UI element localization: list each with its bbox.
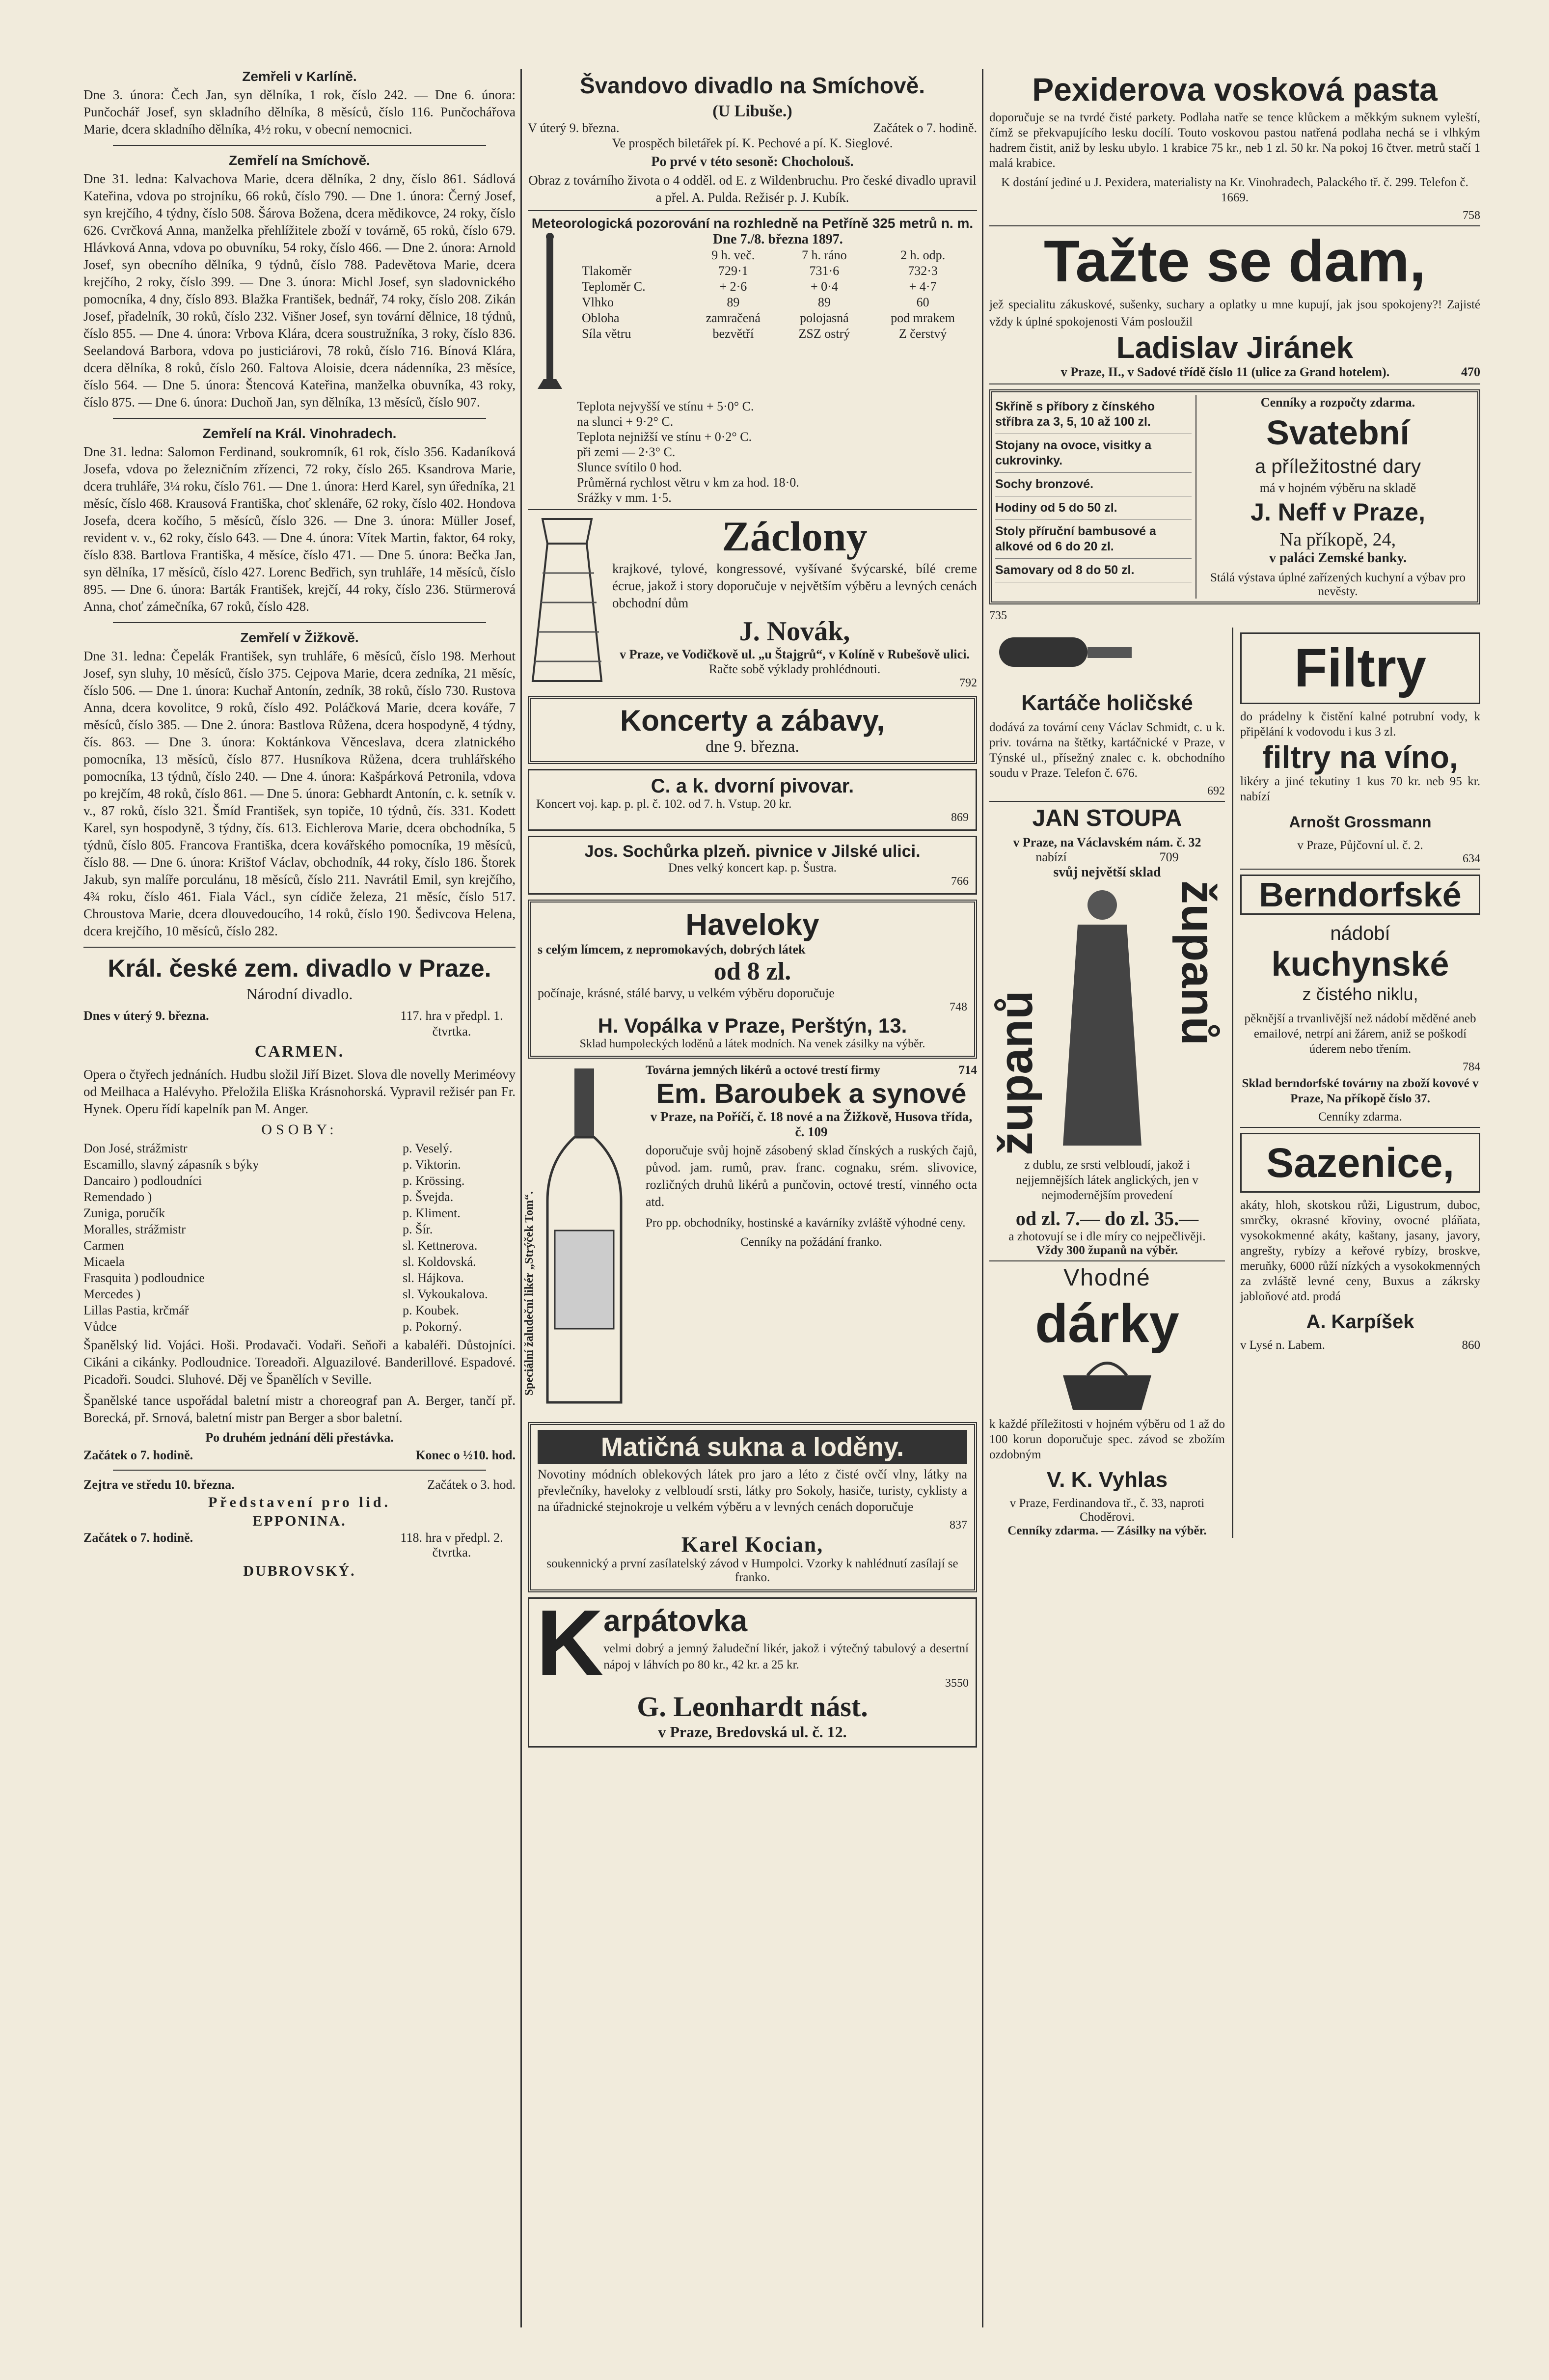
intermission-note: Po druhém jednání děli přestávka.	[205, 1430, 394, 1445]
epponina-title: EPPONINA.	[252, 1513, 347, 1529]
meteo-col-header: 7 h. ráno	[802, 248, 847, 262]
neff-item: Samovary od 8 do 50 zl.	[995, 559, 1192, 582]
divider	[989, 383, 1480, 384]
neff-address-2: v paláci Zemské banky.	[1269, 550, 1407, 566]
baroubek-text: doporučuje svůj hojně zásobený sklad čínských a ruských čajů, původ. jam. rumů, prav. franc. cognaku, srém. slivovice, rozličných druhů likérů a punčovin, octové trestí, vinného octa atd.	[646, 1143, 977, 1209]
meteo-col-header	[579, 247, 686, 263]
vyhlas-text: k každé příležitosti v hojném výběru od 1 až do 100 korun doporučuje spec. závod se zbožím ozdobným	[989, 1418, 1225, 1461]
cast-row	[83, 1237, 516, 1254]
sazenice-heading: Sazenice,	[1266, 1140, 1454, 1186]
cast-actor: sl. Kettnerova.	[403, 1238, 478, 1253]
vyhlas-price-list: Cenníky zdarma. — Zásilky na výběr.	[1007, 1524, 1207, 1537]
ad-number: 860	[1462, 1339, 1480, 1352]
divider	[113, 1470, 486, 1471]
tazte-text: jež specialitu zákuskové, sušenky, suchary a oplatky u mne kupují, jak jsou spokojeny?! Zajisté vždy k úplné spokojenosti Vám posloužil	[989, 298, 1480, 328]
jiranek-address-line	[989, 365, 1480, 380]
ad-number: 634	[1463, 852, 1480, 865]
obituary-text: Dne 31. ledna: Salomon Ferdinand, soukromník, 61 rok, číslo 356. Kadaníková Josefa, vdova po železničním zřízenci, 72 roky, číslo 265. Ksandrova Marie, dcera truhláře, 3¼ roku, číslo 761. — Dne 1. února: Herd Karel, syn úředníka, 21 měsíc, číslo 468. Krausová Františka, choť sklenáře, 62 roky, číslo 402. Hondova Josefa, dcera kočího, 5 měsíců, číslo 326. — Dne 3. února: Müller Josef, revident v. v., 62 roky, číslo 643. — Dne 4. února: Vítek Martin, faktor, 64 roky, číslo 838. Bartlova Františka, 4 měsíce, číslo 471. — Dne 5. února: Bečka Jan, syn dělníka, 17 měsíců, číslo 427. Lorenc Bedřich, syn truhláře, 14 měsíců, číslo 895. — Dne 6. února: Barták František, krejčí, 44 roky, číslo 236. Stürmerová Anna, choť zámečníka, 67 roků, číslo 428.	[83, 444, 516, 614]
kocian-text: soukennický a první zasílatelský závod v Humpolci. Vzorky k nahlédnutí zasílají se franko.	[546, 1557, 958, 1584]
zupan-vertical-2: županů	[1172, 880, 1224, 1045]
performance-number: 117. hra v předpl. 1. čtvrtka.	[400, 1009, 503, 1039]
meteo-col-header: 2 h. odp.	[900, 248, 946, 262]
dance-note: Španělské tance uspořádal baletní mistr a choreograf pan A. Berger, tančí př. Borecká, př. Srnová, baletní mistr pan Berger a sbor baletní.	[83, 1393, 516, 1425]
meteo-note: na slunci + 9·2° C.	[577, 414, 674, 429]
filtry-box	[1240, 632, 1480, 704]
neff-item: Stoly příruční bambusové a alkové od 6 do 20 zl.	[995, 520, 1192, 559]
filtry-text-2: likéry a jiné tekutiny 1 kus 70 kr. neb 95 kr. nabízí	[1240, 775, 1480, 803]
berndorf-kuchynske: kuchynské	[1271, 945, 1449, 983]
ad-number: 692	[1207, 785, 1225, 797]
meteo-cell: 60	[916, 295, 929, 309]
baroubek-note: Pro pp. obchodníky, hostinské a kavárníky zvláště výhodné ceny.	[646, 1216, 966, 1230]
cast-row	[83, 1221, 516, 1237]
haveloky-ad	[528, 900, 977, 1059]
cast-role: Micaela	[83, 1255, 125, 1269]
kartace-heading: Kartáče holičské	[1021, 691, 1193, 715]
cast-actor: sl. Vykoukalova.	[403, 1287, 488, 1301]
curtain-image	[528, 514, 606, 691]
neff-expo: Stálá výstava úplné zařízených kuchyní a výbav pro nevěsty.	[1210, 571, 1466, 598]
cast-role: Mercedes )	[83, 1287, 141, 1301]
meteo-notes	[528, 399, 977, 505]
cast-list	[83, 1140, 516, 1335]
cast-row	[83, 1189, 516, 1205]
maticna-ad	[528, 1422, 977, 1592]
novak-note: Račte sobě výklady prohlédnouti.	[708, 662, 881, 676]
svandovo-benefit: Ve prospěch biletářek pí. K. Pechové a pí. K. Sieglové.	[612, 136, 893, 150]
meteo-cell: 729·1	[718, 264, 748, 278]
stoupa-note: Vždy 300 županů na výběr.	[1036, 1244, 1178, 1257]
ad-number: 714	[958, 1064, 977, 1077]
cast-role: Escamillo, slavný zápasník s býky	[83, 1157, 259, 1172]
meteo-cell: Teploměr C.	[582, 279, 646, 294]
svandovo-play: Po prvé v této sesoně: Chocholouš.	[651, 154, 854, 169]
bottle-image	[523, 1064, 641, 1417]
ad-number: 837	[950, 1519, 967, 1532]
meteo-row	[579, 279, 977, 295]
karpatovka-initial: K	[536, 1591, 604, 1695]
cast-row	[83, 1254, 516, 1270]
section-heading: Zemřelí v Žižkově.	[240, 630, 359, 645]
neff-item: Skříně s příbory z čínského stříbra za 3, 5, 10 až 100 zl.	[995, 395, 1192, 434]
vopalka-name: H. Vopálka v Praze, Perštýn, 13.	[598, 1014, 907, 1037]
cast-role: Remendado )	[83, 1190, 152, 1204]
times-line	[83, 1448, 516, 1463]
neff-item: Sochy bronzové.	[995, 473, 1192, 496]
column-1	[83, 69, 516, 1585]
kartace-text: dodává za tovární ceny Václav Schmidt, c. u k. priv. továrna na štětky, kartáčnické v Praze, v Týnské ul., přísežný znalec c. k. obchodního soudu v Praze. Telefon č. 676.	[989, 721, 1225, 780]
neff-item: Hodiny od 5 do 50 zl.	[995, 496, 1192, 520]
pivovar-heading: C. a k. dvorní pivovar.	[651, 775, 854, 797]
baroubek-brand: Speciální žaludeční likér „Strýček Tom“.	[523, 1191, 536, 1396]
divider	[989, 225, 1480, 226]
ad-number: 3550	[945, 1677, 969, 1690]
start-time: Začátek o 7. hodině.	[83, 1448, 193, 1462]
baroubek-heading: Em. Baroubek a synové	[656, 1078, 967, 1109]
divider	[528, 210, 977, 211]
vyhlas-address: v Praze, Ferdinandova tř., č. 33, naproti Choděrovi.	[1009, 1497, 1205, 1524]
svandovo-description: Obraz z továrního života o 4 odděl. od E. z Wildenbruchu. Pro české divadlo upravil a přel. A. Pulda. Režisér p. J. Kubík.	[528, 173, 977, 205]
meteo-note: při zemi — 2·3° C.	[577, 445, 676, 459]
robe-image	[1043, 880, 1171, 1155]
neff-address: Na příkopě, 24,	[1279, 529, 1396, 550]
theatre-subtitle: Národní divadlo.	[246, 985, 353, 1003]
svandovo-subtitle: (U Libuše.)	[712, 102, 792, 120]
cast-role: Vůdce	[83, 1319, 117, 1334]
meteo-note: Srážky v mm. 1·5.	[577, 491, 672, 505]
ad-number: 758	[1463, 209, 1480, 222]
tomorrow-start: Začátek o 3. hod.	[427, 1477, 516, 1492]
neff-price-list: Cenníky a rozpočty zdarma.	[1260, 395, 1415, 410]
cast-actor: p. Šír.	[403, 1222, 433, 1236]
haveloky-price: od 8 zl.	[713, 957, 791, 985]
obituary-text: Dne 31. ledna: Kalvachova Marie, dcera dělníka, 2 dny, číslo 861. Sádlová Kateřina, vdova po strojníku, 66 roků, číslo 790. — Dne 1. února: Černý Josef, syn krejčího, 4 týdny, číslo 508. Šárova Božena, dcera mědikovce, 24 roky, číslo 626. Cvrčková Anna, manželka přehlížitele zboží v továrně, 65 roků, číslo 679. Hlávková Anna, vdova po obuvníku, 54 roky, číslo 466. — Dne 2. února: Arnold Josef, syn obecního dělníka, 9 týdnů, číslo 788. Padevětova Marie, dcera krejčího, 2 roky, číslo 399. — Dne 3. února: Michl Josef, syn sladovnického pomocníka, 4 dny, číslo 893. Blažka František, bednář, 74 roky, číslo 208. Zikán Josef, přadelník, 30 roků, číslo 232. Višner Josef, syn tovární dělnice, 18 týdnů, číslo 855. — Dne 4. února: Vrbova Klára, dcera soustružníka, 3 roky, číslo 836. Seelandová Barbora, vdova po justiciárovi, 78 roků, číslo 716. Bínová Klára, dcera dělníka, 8 roků, číslo 260. Faltova Aloisie, dcera nádenníka, 23 měsíce, číslo 564. — Dne 5. února: Štencová Kateřina, manželka obuvníka, 43 roky, číslo 875. — Dne 6. února: Duchoň Jan, syn dělníka, 13 měsíců, číslo 907.	[83, 171, 516, 410]
tomorrow-date: Zejtra ve středu 10. března.	[83, 1477, 235, 1492]
meteo-cell: Obloha	[582, 311, 620, 325]
opera-description: Opera o čtyřech jednáních. Hudbu složil Jiří Bizet. Slova dle novelly Meriméovy od Meilhaca a Halévyho. Přeložila Eliška Krásnohorská. Vypravil režisér pan Fr. Hynek. Operu řídí kapelník pan M. Anger.	[83, 1067, 516, 1116]
stoupa-address: v Praze, na Václavském nám. č. 32	[1013, 835, 1201, 849]
cast-row	[83, 1270, 516, 1286]
cast-role: Carmen	[83, 1238, 124, 1253]
column-rule	[982, 69, 983, 2327]
tazte-heading: Tažte se dam,	[1043, 228, 1426, 294]
cast-row	[83, 1140, 516, 1156]
meteo-cell: bezvětří	[712, 327, 754, 341]
cast-actor: sl. Koldovská.	[403, 1255, 476, 1269]
divider	[989, 801, 1225, 802]
zaclony-heading: Záclony	[722, 513, 868, 560]
cast-role: Dancairo ) podloudníci	[83, 1174, 202, 1188]
berndorf-nikl: z čistého niklu,	[1302, 984, 1418, 1004]
performance-line-2	[83, 1531, 516, 1560]
performance-line	[83, 1008, 516, 1040]
meteo-header-row	[579, 247, 977, 263]
cast-row	[83, 1286, 516, 1302]
dary-heading: a příležitostné dary	[1255, 456, 1421, 477]
meteo-cell: 732·3	[908, 264, 938, 278]
ad-number: 748	[950, 1001, 967, 1013]
leonhardt-address: v Praze, Bredovská ul. č. 12.	[658, 1723, 847, 1741]
obituary-text: Dne 31. ledna: Čepelák František, syn truhláře, 6 měsíců, číslo 198. Merhout Josef, syn sluhy, 10 měsíců, číslo 375. Cejpova Marie, dcera zedníka, 21 měsíc, číslo 506. — Dne 1. února: Kuchař Antonín, zedník, 38 roků, číslo 730. Rustova Anna, dcera kovolitce, 9 roků, číslo 492. Poláčková Marie, dcera kováře, 7 měsíců, číslo 385. — Dne 2. února: Bastlova Růžena, dcera hospodyně, 4 týdny, čís. 863. — Dne 3. února: Koktánkova Věnceslava, dcera zlatnického pomocníka, 13 měsíců, číslo 877. Husníkova Růžena, dcera truhlářského pomocníka, 13 týdnů, číslo 240. — Dne 4. února: Kašpárková Petronila, vdova po krejčím, 48 roků, číslo 861. — Dne 5. února: Gebhardt Antonín, c. k. setník v. v., 87 roků, číslo 321. Šmíd František, syn topiče, 10 týdnů, čís. 331. Kodett Karel, syn hospodyně, 3 týdny, čís. 613. Eichlerova Marie, dcera obchodníka, 5 týdnů, číslo 805. Francova Františka, dcera kovářského pomocníka, 19 měsíců, číslo 88. — Dne 6. února: Krištof Václav, obchodník, 44 roky, číslo 186. Štorek Jakub, syn malíře porculánu, 18 měsíců, číslo 211. Navrátil Emil, syn krejčího, 4¾ roku, číslo 461. Fiala Václ., syn cídiče železa, 21 měsíc, číslo 517. Chroustova Marie, dcera dlouvedoucího, 14 roků, číslo 190. Šedivcova Helena, dcera krejčího, 10 měsíců, číslo 282.	[83, 649, 516, 938]
berndorf-heading: Berndorfské	[1259, 875, 1462, 914]
newspaper-page	[83, 69, 1478, 2327]
meteo-col-header: 9 h. več.	[711, 248, 755, 262]
meteo-row	[579, 263, 977, 279]
svandovo-date-line	[528, 121, 977, 136]
divider	[528, 509, 977, 510]
haveloky-text: s celým límcem, z nepromokavých, dobrých látek	[538, 942, 806, 957]
stoupa-sklad: svůj největší sklad	[1053, 865, 1161, 880]
cast-actor: p. Pokorný.	[403, 1319, 462, 1334]
meteo-cell: 89	[817, 295, 831, 309]
meteo-cell: Tlakoměr	[582, 264, 632, 278]
baroubek-address: v Praze, na Poříčí, č. 18 nové a na Žižkově, Husova třída, č. 109	[650, 1109, 973, 1139]
cast-actor: p. Koubek.	[403, 1303, 459, 1317]
meteo-cell: Z čerstvý	[898, 327, 947, 341]
darky-heading: dárky	[1035, 1293, 1179, 1354]
cast-row	[83, 1302, 516, 1318]
zaclony-text: krajkové, tylové, kongressové, vyšívané švýcarské, bílé creme écrue, jakož i story doporučuje v největším výběru a levných cenách obchodní dům	[612, 561, 977, 610]
meteo-cell: Síla větru	[582, 327, 631, 341]
cast-role: Don José, strážmistr	[83, 1141, 188, 1155]
column-3	[989, 69, 1480, 1538]
cast-actor: p. Švejda.	[403, 1190, 454, 1204]
ad-number: 792	[959, 677, 977, 689]
meteo-row	[579, 295, 977, 310]
cast-actor: p. Kliment.	[403, 1206, 461, 1220]
leonhardt-name: G. Leonhardt nást.	[637, 1691, 868, 1723]
meteo-note: Teplota nejnižší ve stínu + 0·2° C.	[577, 430, 752, 444]
grossmann-address: v Praze, Půjčovní ul. č. 2.	[1297, 839, 1423, 852]
performance-date: Dnes v úterý 9. března.	[83, 1009, 209, 1023]
baroubek-top-text: Továrna jemných likérů a octové trestí firmy	[646, 1064, 880, 1077]
obituary-text: Dne 3. února: Čech Jan, syn dělníka, 1 rok, číslo 242. — Dne 6. února: Punčochář Josef, syn skladního dělníka, 8 měsíců, číslo 116. Punčochářova Marie, dcera skladního dělníka, 4½ roku, v obecní nemocnici.	[83, 87, 516, 137]
divider	[1240, 869, 1480, 870]
section-heading: Zemřelí na Smíchově.	[229, 153, 370, 168]
meteo-cell: zamračená	[706, 311, 761, 325]
stoupa-text-2: a zhotovují se i dle míry co nejpečlivěji.	[1008, 1230, 1206, 1243]
vhodne-heading: Vhodné	[1063, 1265, 1151, 1291]
karpatovka-ad	[528, 1591, 977, 1748]
koncerty-date: dne 9. března.	[706, 738, 799, 756]
section-heading: Zemřelí na Král. Vinohradech.	[202, 426, 397, 441]
neff-item: Stojany na ovoce, visitky a cukrovinky.	[995, 434, 1192, 473]
meteo-cell: 89	[727, 295, 740, 309]
performance-number-2: 118. hra v předpl. 2. čtvrtka.	[400, 1531, 503, 1559]
meteo-cell: + 0·4	[810, 279, 838, 294]
berndorf-nadobi: nádobí	[1330, 923, 1390, 944]
divider	[113, 622, 486, 623]
tomorrow-line	[83, 1477, 516, 1492]
cast-row	[83, 1318, 516, 1335]
stoupa-price: od zl. 7.— do zl. 35.—	[1015, 1207, 1199, 1230]
meteo-date: Dne 7./8. března 1897.	[713, 232, 843, 247]
column-2	[523, 69, 977, 1752]
opera-title: CARMEN.	[254, 1042, 345, 1061]
filtry-heading: Filtry	[1294, 638, 1426, 698]
meteo-cell: pod mrakem	[891, 311, 955, 325]
meteo-cell: + 2·6	[719, 279, 747, 294]
stoupa-name: JAN STOUPA	[1032, 805, 1182, 831]
handbag-image	[989, 1356, 1225, 1415]
cast-row	[83, 1156, 516, 1173]
maticna-text: Novotiny módních oblekových látek pro jaro a léto z čisté ovčí vlny, látky na převlečníky, haveloky z velbloudí srsti, látky pro Sokoly, hasiče, turisty, cyklisty a na úřadnické stejnokroje u velkém výběru a v levných cenách doporučuje	[538, 1467, 967, 1514]
koncerty-ad	[528, 696, 977, 764]
baroubek-top	[646, 1064, 977, 1077]
neff-description: má v hojném výběru na skladě	[1259, 481, 1416, 495]
vopalka-text: Sklad humpoleckých loděnů a látek modních. Na venek zásilky na výběr.	[579, 1038, 925, 1050]
karpatovka-text: velmi dobrý a jemný žaludeční likér, jakož i výtečný tabulový a desertní nápoj v láhvích po 80 kr., 42 kr. a 25 kr.	[603, 1642, 969, 1671]
ad-number: 784	[1463, 1061, 1480, 1073]
cast-heading: OSOBY:	[261, 1122, 338, 1138]
pexider-heading: Pexiderova vosková pasta	[1032, 71, 1438, 108]
cast-actor: p. Viktorin.	[403, 1157, 461, 1172]
sazenice-text: akáty, hloh, skotskou růži, Ligustrum, duboc, smrčky, okrasné křoviny, ovocné pláňata, vysokokmenné akáty, kaštany, jasany, javory, angrešty, rybízy a keřové rybízy, broskve, meruňky, 6000 růží nízkých a vysokokmenných za zvláště levné ceny, Buxus a zákrsky jabloňové atd. prodá	[1240, 1199, 1480, 1303]
pexider-text: doporučuje se na tvrdé čisté parkety. Podlaha natře se tence klůckem a měkkým suknem vyleští, čímž se překvapujícího lesku docílí. Touto voskovou pastou natřená podlaha nechá se i vlhkým hadrem čistit, aniž by lesku ubylo. 1 krabice 75 kr., neb 1 zl. 50 kr. Na pokoj 16 čtver. metrů stačí 1 malá krabice.	[989, 111, 1480, 170]
section-heading: Zemřeli v Karlíně.	[242, 69, 357, 84]
koncerty-heading: Koncerty a zábavy,	[620, 704, 885, 737]
meteo-note: Slunce svítilo 0 hod.	[577, 460, 682, 474]
pexider-sale: K dostání jediné u J. Pexidera, materialisty na Kr. Vinohradech, Palackého tř. č. 299. Telefon č. 1669.	[1001, 176, 1468, 204]
cast-role: Frasquita ) podloudnice	[83, 1271, 205, 1285]
kocian-name: Karel Kocian,	[681, 1532, 824, 1557]
meteo-cell: + 4·7	[909, 279, 937, 294]
karpisek-address: v Lysé n. Labem.	[1240, 1339, 1325, 1352]
stoupa-text: z dublu, ze srsti velbloudí, jakož i nejjemnějších látek anglických, jen v nejmodernějším provedení	[1016, 1158, 1198, 1202]
novak-name: J. Novák,	[739, 616, 850, 647]
zupan-block	[989, 880, 1225, 1155]
ad-number: 735	[989, 609, 1007, 622]
lighthouse-image	[528, 232, 572, 399]
berndorf-price-list: Cenníky zdarma.	[1318, 1110, 1402, 1123]
grossmann-name: Arnošt Grossmann	[1289, 813, 1432, 831]
column-rule	[520, 69, 522, 2327]
meteo-note: Teplota nejvyšší ve stínu + 5·0° C.	[577, 399, 754, 413]
vyhlas-name: V. K. Vyhlas	[1046, 1468, 1168, 1492]
cast-role: Moralles, strážmistr	[83, 1222, 186, 1236]
berndorf-box	[1240, 875, 1480, 915]
haveloky-heading: Haveloky	[685, 908, 819, 942]
right-ads	[1240, 628, 1480, 1538]
sochurka-heading: Jos. Sochůrka plzeň. pivnice v Jilské ulici.	[584, 842, 921, 861]
neff-items	[995, 395, 1196, 599]
zupan-vertical: županů	[990, 990, 1042, 1155]
ad-number: 470	[1461, 365, 1480, 379]
karpisek-line	[1240, 1339, 1480, 1352]
neff-ad	[989, 389, 1480, 604]
meteo-table	[579, 247, 977, 342]
pro-lid: Představení pro lid.	[208, 1494, 391, 1510]
svatebni-heading: Svatební	[1266, 413, 1410, 452]
svandovo-start: Začátek o 7. hodině.	[873, 121, 977, 135]
dubrovsky-title: DUBROVSKÝ.	[243, 1563, 356, 1579]
end-time: Konec o ½10. hod.	[415, 1448, 516, 1462]
cast-actor: p. Veselý.	[403, 1141, 453, 1155]
haveloky-text-2: počínaje, krásné, stálé barvy, u velkém výběru doporučuje	[538, 986, 835, 1000]
karpatovka-heading: arpátovka	[603, 1604, 748, 1638]
baroubek-ad	[523, 1064, 977, 1417]
filtry-vino: filtry na víno,	[1262, 739, 1458, 775]
divider	[989, 1260, 1225, 1261]
filtry-text: do prádelny k čistění kalné potrubní vody, k připělání k vodovodu i kus 3 zl.	[1240, 710, 1480, 739]
divider	[83, 947, 516, 948]
divider	[113, 145, 486, 146]
novak-address: v Praze, ve Vodičkově ul. „u Štajgrů“, v Kolíně v Rubešově ulici.	[620, 647, 970, 661]
cast-role: Zuniga, poručík	[83, 1206, 165, 1220]
karpisek-name: A. Karpíšek	[1306, 1311, 1414, 1333]
jiranek-name: Ladislav Jiránek	[1116, 331, 1354, 365]
sochurka-text: Dnes velký koncert kap. p. Šustra.	[668, 861, 837, 875]
divider	[113, 418, 486, 419]
pivovar-text: Koncert voj. kap. p. pl. č. 102. od 7. h. Vstup. 20 kr.	[536, 797, 792, 811]
ad-number: 869	[951, 811, 969, 824]
berndorf-sklad: Sklad berndorfské továrny na zboží kovové v Praze, Na příkopě číslo 37.	[1242, 1077, 1479, 1105]
neff-name: J. Neff v Praze,	[1250, 498, 1425, 526]
berndorf-text: pěknější a trvanlivější než nádobí měděné aneb emailové, netrpí ani žárem, aniž se poškodí úderem nebo třením.	[1244, 1012, 1476, 1056]
sazenice-box	[1240, 1133, 1480, 1193]
maticna-heading: Matičná sukna a loděny.	[538, 1430, 967, 1464]
baroubek-price-list: Cenníky na požádání franko.	[740, 1235, 882, 1249]
meteo-cell: Vlhko	[582, 295, 614, 309]
cast-row	[83, 1173, 516, 1189]
stoupa-offers: nabízí	[1035, 850, 1067, 864]
ad-number: 709	[1159, 850, 1179, 864]
cast-note: Španělský lid. Vojáci. Hoši. Prodavači. Vodaři. Seňoři a kabaléři. Důstojníci. Cikáni a cikánky. Podloudnice. Toreadoři. Alguazilové. Banderillové. Espadové. Picadoři. Soudci. Sluhové. Děj ve Španělích v Seville.	[83, 1338, 516, 1387]
meteo-cell: polojasná	[800, 311, 849, 325]
meteo-row	[579, 310, 977, 326]
ad-number: 766	[951, 875, 969, 888]
theatre-heading: Král. české zem. divadlo v Praze.	[108, 955, 491, 982]
pivovar-ad	[528, 769, 977, 831]
cast-actor: p. Krössing.	[403, 1174, 465, 1188]
sochurka-ad	[528, 836, 977, 895]
cast-actor: sl. Hájkova.	[403, 1271, 464, 1285]
stoupa-line	[989, 850, 1225, 865]
meteo-note: Průměrná rychlost větru v km za hod. 18·0.	[577, 475, 799, 490]
start-time-2: Začátek o 7. hodině.	[83, 1531, 193, 1545]
meteo-heading: Meteorologická pozorování na rozhledně na Petříně 325 metrů n. m.	[531, 216, 974, 231]
cast-row	[83, 1205, 516, 1221]
brush-image	[989, 628, 1225, 686]
left-ads	[989, 628, 1225, 1538]
inner-rule	[1232, 628, 1233, 1538]
svandovo-date: V úterý 9. března.	[528, 121, 620, 135]
jiranek-address: v Praze, II., v Sadové třídě číslo 11 (ulice za Grand hotelem).	[1060, 365, 1390, 379]
meteo-row	[579, 326, 977, 342]
zaclony-ad	[528, 514, 977, 691]
meteo-cell: 731·6	[809, 264, 840, 278]
svandovo-heading: Švandovo divadlo na Smíchově.	[580, 73, 925, 98]
cast-role: Lillas Pastia, krčmář	[83, 1303, 189, 1317]
divider	[1240, 1127, 1480, 1128]
meteo-cell: ZSZ ostrý	[798, 327, 850, 341]
